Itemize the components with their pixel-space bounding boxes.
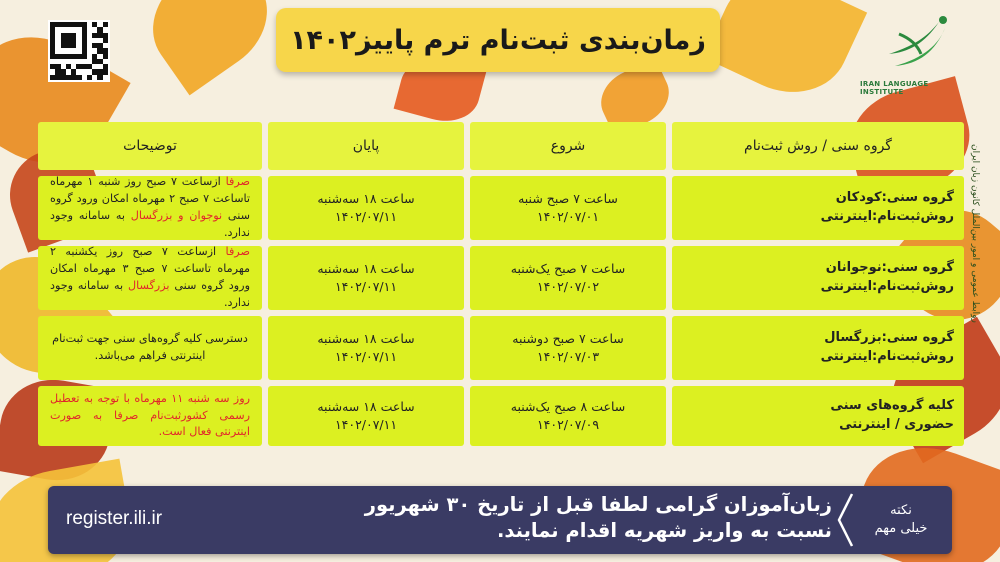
row3-start: ساعت ۷ صبح دوشنبه ۱۴۰۲/۰۷/۰۳	[470, 316, 666, 380]
title-banner	[276, 8, 720, 72]
header-group: گروه سنی / روش ثبت‌نام	[672, 122, 964, 170]
row2-desc: صرفا ازساعت ۷ صبح روز یکشنبه ۲ مهرماه تاساعت ۷ صبح ۳ مهرماه امکان ورود گروه سنی بزرگسال به سامانه وجود ندارد.	[38, 246, 262, 310]
row1-desc: صرفا ازساعت ۷ صبح روز شنبه ۱ مهرماه تاساعت ۷ صبح ۲ مهرماه امکان ورود گروه سنی نوجوان و بزرگسال به سامانه وجود ندارد.	[38, 176, 262, 240]
kanoon-logo-icon	[869, 14, 961, 78]
row1-start: ساعت ۷ صبح شنبه ۱۴۰۲/۰۷/۰۱	[470, 176, 666, 240]
row1-group: گروه سنی:کودکان روش‌ثبت‌نام:اینترنتی	[672, 176, 964, 240]
row4-group: کلیه گروه‌های سنی حضوری / اینترنتی	[672, 386, 964, 446]
row3-group: گروه سنی:بزرگسال روش‌ثبت‌نام:اینترنتی	[672, 316, 964, 380]
side-caption: روابط عمومی و امور بین‌الملل کانون زبان ایران	[970, 143, 980, 323]
row4-end: ساعت ۱۸ سه‌شنبه ۱۴۰۲/۰۷/۱۱	[268, 386, 464, 446]
row4-desc: روز سه شنبه ۱۱ مهرماه با توجه به تعطیل رسمی کشورثبت‌نام صرفا به صورت اینترنتی فعال است.	[38, 386, 262, 446]
logo-caption: IRAN LANGUAGE INSTITUTE	[860, 80, 929, 96]
row3-end: ساعت ۱۸ سه‌شنبه ۱۴۰۲/۰۷/۱۱	[268, 316, 464, 380]
row2-end: ساعت ۱۸ سه‌شنبه ۱۴۰۲/۰۷/۱۱	[268, 246, 464, 310]
row4-start: ساعت ۸ صبح یک‌شنبه ۱۴۰۲/۰۷/۰۹	[470, 386, 666, 446]
qr-code[interactable]	[48, 20, 110, 82]
row2-group: گروه سنی:نوجوانان روش‌ثبت‌نام:اینترنتی	[672, 246, 964, 310]
website-link[interactable]: register.ili.ir	[66, 508, 163, 529]
institute-logo	[860, 14, 970, 100]
chevron-left-icon	[836, 492, 854, 548]
row2-start: ساعت ۷ صبح یک‌شنبه ۱۴۰۲/۰۷/۰۲	[470, 246, 666, 310]
tuition-notice: زبان‌آموزان گرامی لطفا قبل از تاریخ ۳۰ شهریور نسبت به واریز شهریه اقدام نمایند.	[364, 493, 832, 543]
schedule-table	[34, 122, 964, 452]
note-label: نکته خیلی مهم	[874, 502, 928, 536]
header-start: شروع	[470, 122, 666, 170]
row1-end: ساعت ۱۸ سه‌شنبه ۱۴۰۲/۰۷/۱۱	[268, 176, 464, 240]
row3-desc: دسترسی کلیه گروه‌های سنی جهت ثبت‌نام اینترنتی فراهم می‌باشد.	[38, 316, 262, 380]
page-title: زمان‌بندی ثبت‌نام ترم پاییز۱۴۰۲	[290, 24, 706, 56]
header-end: پایان	[268, 122, 464, 170]
header-desc: توضیحات	[38, 122, 262, 170]
important-note-bar	[48, 486, 952, 554]
